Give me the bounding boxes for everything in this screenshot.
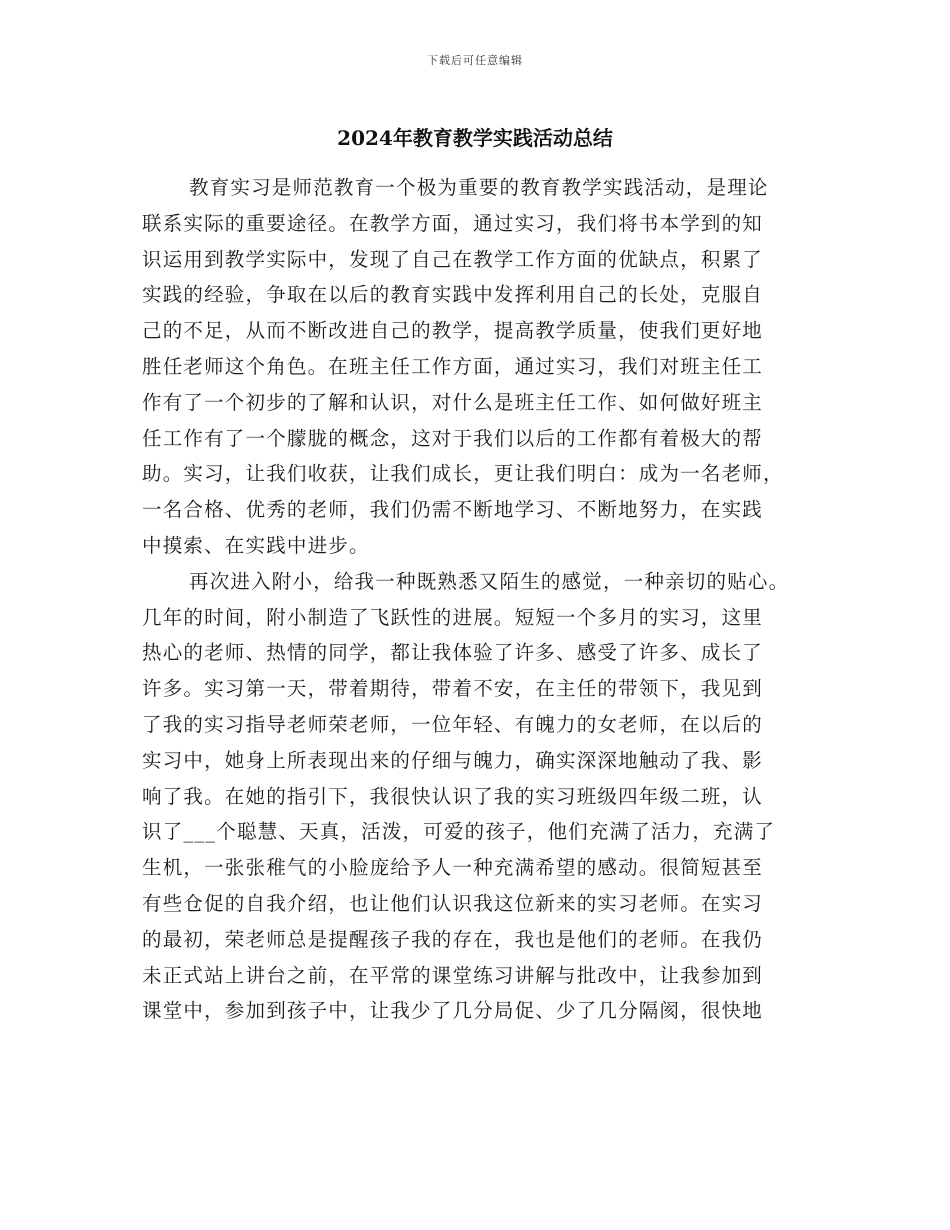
text-line: 生机，一张张稚气的小脸庞给予人一种充满希望的感动。很简短甚至 — [142, 856, 764, 880]
text-line: 几年的时间，附小制造了飞跃性的进展。短短一个多月的实习，这里 — [142, 605, 764, 629]
text-line: 助。实习，让我们收获，让我们成长，更让我们明白：成为一名老师， — [142, 462, 784, 486]
text-line: 热心的老师、热情的同学，都让我体验了许多、感受了许多、成长了 — [142, 641, 764, 665]
text-line: 作有了一个初步的了解和认识，对什么是班主任工作、如何做好班主 — [142, 390, 764, 414]
text-line: 任工作有了一个朦胧的概念，这对于我们以后的工作都有着极大的帮 — [142, 426, 764, 450]
paragraph-1 — [142, 170, 802, 564]
text-line: 识运用到教学实际中，发现了自己在教学工作方面的优缺点，积累了 — [142, 247, 764, 271]
text-line: 的最初，荣老师总是提醒孩子我的存在，我也是他们的老师。在我仍 — [142, 927, 764, 951]
text-line: 胜任老师这个角色。在班主任工作方面，通过实习，我们对班主任工 — [142, 354, 764, 378]
document-body — [142, 170, 802, 1029]
text-line: 一名合格、优秀的老师，我们仍需不断地学习、不断地努力，在实践 — [142, 498, 764, 522]
text-line: 己的不足，从而不断改进自己的教学，提高教学质量，使我们更好地 — [142, 319, 764, 343]
document-title: 2024年教育教学实践活动总结 — [337, 126, 613, 150]
text-line: 联系实际的重要途径。在教学方面，通过实习，我们将书本学到的知 — [142, 211, 764, 235]
text-line: 实习中，她身上所表现出来的仔细与魄力，确实深深地触动了我、影 — [142, 748, 764, 772]
text-line: 许多。实习第一天，带着期待，带着不安，在主任的带领下，我见到 — [142, 677, 764, 701]
text-line: 教育实习是师范教育一个极为重要的教育教学实践活动，是理论 — [189, 176, 769, 199]
text-line: 实践的经验，争取在以后的教育实践中发挥利用自己的长处，克服自 — [142, 283, 764, 307]
paragraph-2 — [142, 564, 802, 1029]
text-line: 中摸索、在实践中进步。 — [142, 533, 370, 557]
text-line: 课堂中，参加到孩子中，让我少了几分局促、少了几分隔阂，很快地 — [142, 999, 764, 1023]
text-line: 响了我。在她的指引下，我很快认识了我的实习班级四年级二班，认 — [142, 784, 764, 808]
header-note: 下载后可任意编辑 — [427, 54, 523, 67]
text-line: 了我的实习指导老师荣老师，一位年轻、有魄力的女老师，在以后的 — [142, 712, 764, 736]
text-line: 未正式站上讲台之前，在平常的课堂练习讲解与批改中，让我参加到 — [142, 963, 764, 987]
text-line: 识了___个聪慧、天真，活泼，可爱的孩子，他们充满了活力，充满了 — [142, 820, 776, 844]
text-line: 再次进入附小，给我一种既熟悉又陌生的感觉，一种亲切的贴心。 — [189, 569, 790, 593]
text-line: 有些仓促的自我介绍，也让他们认识我这位新来的实习老师。在实习 — [142, 891, 764, 915]
